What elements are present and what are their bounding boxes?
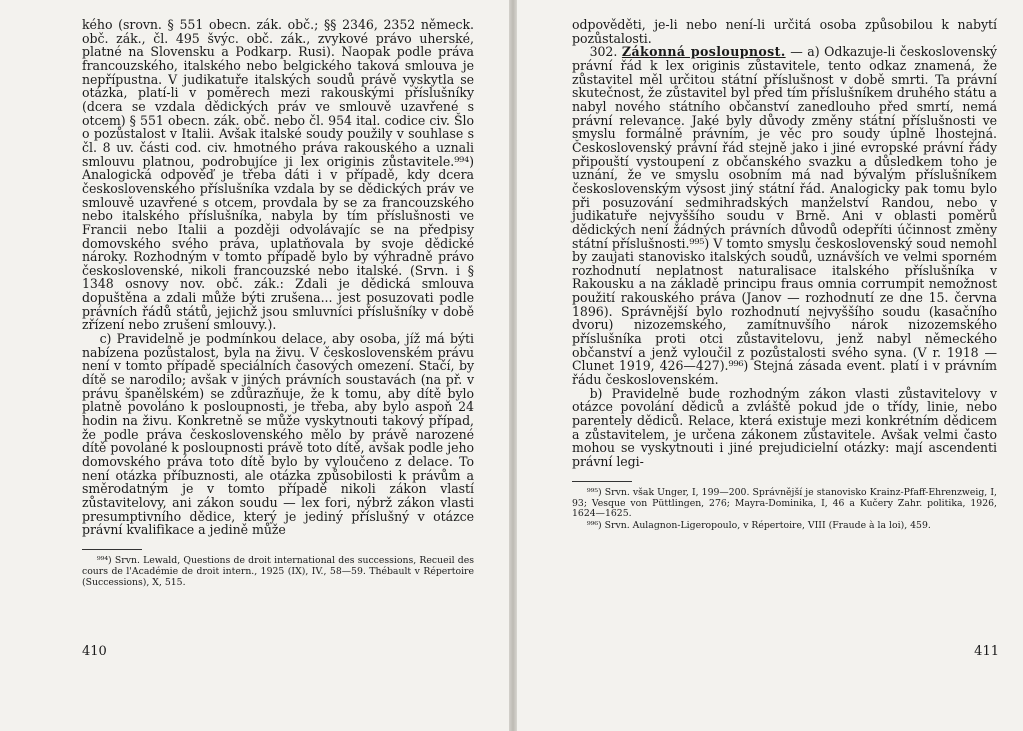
left-footnotes — [82, 556, 474, 589]
footnote-996: ⁹⁹⁶) Srvn. Aulagnon-Ligeropoulo, v Répertoire, VIII (Fraude à la loi), 459. — [586, 520, 931, 532]
right-page-number: 411 — [974, 644, 999, 659]
right-footnote-divider — [572, 481, 632, 482]
left-main-text — [82, 18, 474, 537]
right-footnotes — [572, 488, 997, 533]
section-302-paragraph — [572, 45, 997, 386]
section-number: 302. — [589, 44, 618, 60]
left-footnote-divider — [82, 549, 142, 550]
left-paragraph-2: c) Pravidelně je podmínkou delace, aby osoba, jíž má býti nabízena pozůstalost, byla na živu. V československém právu není v tomto případě speciálních časových omezení. Stačí, by dítě se narodilo; avšak v jiných právních soustavách (na př. v právu španělském) se zdůrazňuje, že k tomu, aby dítě bylo platně povoláno k posloupnosti, je třeba, aby bylo aspoň 24 hodin na živu. Konkretně se může vyskytnouti takový případ, že podle práva československého mělo by právě narozené dítě povolané k posloupnosti právě toto dítě, avšak podle jeho domovského práva toto dítě bylo by vyloučeno z delace. To není otázka příbuznosti, ale otázka způsobilosti k právům a směrodatným je v tomto případě nikoli zákon vlastí zůstavitelovy, ani zákon soudu — lex fori, nýbrž zákon vlasti presumptivního dědice, který je jediný příslušný v otázce právní kvalifikace a jedině může — [82, 331, 474, 538]
right-paragraph-b: b) Pravidelně bude rozhodným zákon vlasti zůstavitelovy v otázce povolání dědiců a zvláště pokud jde o třídy, linie, nebo parentely dědiců. Relace, která existuje mezi konkrétním dědicem a zůstavitelem, je určena zákonem zůstavitele. Avšak velmi často mohou se vyskytnouti i jiné prejudicielní otázky: mají ascendenti právní legi- — [572, 385, 997, 469]
right-intro-paragraph: odpověděti, je-li nebo není-li určitá osoba způsobilou k nabytí pozůstalosti. — [572, 17, 997, 46]
right-main-text — [572, 18, 997, 469]
book-gutter — [509, 0, 517, 731]
footnote-995: ⁹⁹⁵) Srvn. však Unger, I, 199—200. Správnější je stanovisko Krainz-Pfaff-Ehrenzweig, I, 93; Vesque von Püttlingen, 276; Mayra-Dominika, I, 46 a Kučery Zahr. politika, 1926, 1624—1625. — [572, 486, 997, 520]
section-title: Zákonná posloupnost. — [621, 44, 786, 60]
left-page-number: 410 — [82, 644, 107, 659]
footnote-994: ⁹⁹⁴) Srvn. Lewald, Questions de droit international des successions, Recueil des cours de l'Académie de droit intern., 1925 (IX), IV., 58—59. Thébault v Répertoire (Successions), X, 515. — [82, 554, 474, 588]
right-page — [512, 0, 1023, 731]
left-paragraph-1: kého (srovn. § 551 obecn. zák. obč.; §§ 2346, 2352 německ. obč. zák., čl. 495 švýc. obč. zák., zvykové právo uherské, platné na Slovensku a Podkarp. Rusi). Naopak podle práva francouzského, italského nebo belgického taková smlouva je nepřípustna. V judikatuře italských soudů právě vyskytla se otázka, platí-li v poměrech mezi rakouskými příslušníky (dcera se vzdala dědických práv ve smlouvě uzavřené s otcem) § 551 obecn. zák. obč. nebo čl. 954 ital. codice civ. Šlo o pozůstalost v Italii. Avšak italské soudy použily v souhlase s čl. 8 uv. části cod. civ. hmotného práva rakouského a uznali smlouvu platnou, podrobujíce ji lex originis zůstavitele.⁹⁹⁴) Analogická odpověď je třeba dáti i v případě, kdy dcera československého příslušníka vzdala by se dědických práv ve smlouvě uzavřené s otcem, provdala by se za francouzského nebo italského příslušníka, nabyla by tím příslušnosti ve Francii nebo Italii a později odvolávajíc se na předpisy domovského svého práva, uplatňovala by svoje dědické nároky. Rozhodným v tomto případě bylo by výhradně právo československé, nikoli francouzské nebo italské. (Srvn. i § 1348 osnovy nov. obč. zák.: Zdali je dědická smlouva dopuštěna a zdali může býti zrušena... jest posuzovati podle právních řádů států, jejichž jsou smluvníci příslušníky v době zřízení nebo zrušení smlouvy.). — [82, 17, 474, 333]
section-body: — a) Odkazuje-li československý právní řád k lex originis zůstavitele, tento odkaz znamená, že zůstavitel měl určitou státní příslušnost v době smrti. Ta právní skutečnost, že zůstavitel byl před tím příslušníkem druhého státu a nabyl nového státního občanství zanedlouho před smrtí, nemá právní relevance. Jaké byly důvody změny státní příslušnosti ve smyslu formálně právním, je věc pro soudy úplně lhostejná. Československý právní řád stejně jako i jiné evropské právní řády připouští vystoupení z občanského svazku a důsledkem toho je uznání, že ve smyslu osobním má nad bývalým příslušníkem československým výsost jiný státní řád. Analogicky pak tomu bylo při posuzování sedmihradských manželství Randou, nebo v judikatuře nejvyššího soudu v Brně. Ani v oblasti poměrů dědických není žádných právních důvodů odepříti účinnost změny státní příslušnosti.⁹⁹⁵) V tomto smyslu československý soud nemohl by zaujati stanovisko italských soudů, uznávších ve velmi sporném rozhodnutí neplatnost naturalisace italského příslušníka v Rakousku a na základě principu fraus omnia corrumpit nemožnost použití rakouského práva (Janov — rozhodnutí ze dne 15. června 1896). Správnější bylo rozhodnutí nejvyššího soudu (kasačního dvoru) nizozemského, zamítnuvšího nárok nizozemského příslušníka proti otci zůstavitelovu, jenž nabyl německého občanství a jenž vyloučil z pozůstalosti svého syna. (V r. 1918 — Clunet 1919, 426—427).⁹⁹⁶) Stejná zásada event. platí i v právním řádu československém. — [572, 44, 997, 388]
